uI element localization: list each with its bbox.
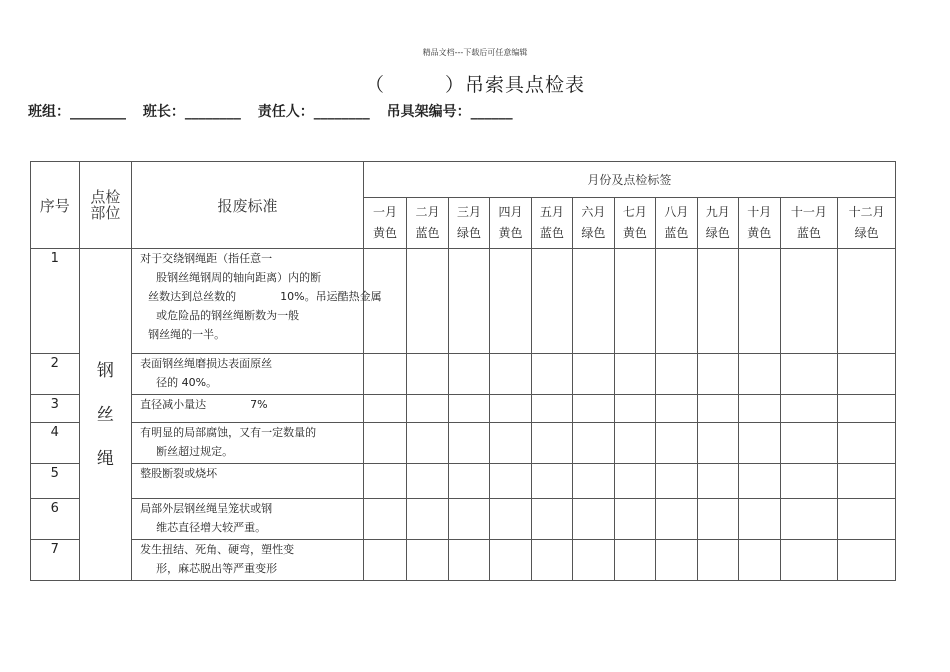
- row-seq: 1: [31, 249, 80, 354]
- month-header: [363, 198, 406, 249]
- check-cell[interactable]: [739, 423, 780, 464]
- header-months-title: 月份及点检标签: [363, 162, 895, 198]
- check-cell[interactable]: [780, 540, 838, 581]
- check-cell[interactable]: [780, 423, 838, 464]
- check-cell[interactable]: [838, 423, 896, 464]
- month-tag-color: 绿色: [456, 226, 481, 240]
- check-cell[interactable]: [739, 354, 780, 395]
- check-cell[interactable]: [531, 423, 572, 464]
- check-cell[interactable]: [573, 249, 614, 354]
- header-location-line2: 部位: [90, 204, 121, 222]
- check-cell[interactable]: [363, 464, 406, 499]
- check-cell[interactable]: [407, 423, 448, 464]
- table-row: [31, 423, 896, 464]
- check-cell[interactable]: [838, 395, 896, 423]
- table-row: [31, 499, 896, 540]
- check-cell[interactable]: [490, 540, 531, 581]
- month-tag-color: 绿色: [705, 226, 730, 240]
- criteria-line: 整股断裂或烧坏: [140, 467, 218, 480]
- header-criteria: 报废标准: [132, 162, 364, 249]
- check-cell[interactable]: [573, 464, 614, 499]
- month-tag-color: 蓝色: [796, 226, 821, 240]
- check-cell[interactable]: [614, 540, 655, 581]
- check-cell[interactable]: [448, 249, 489, 354]
- check-cell[interactable]: [407, 395, 448, 423]
- row-seq: 7: [31, 540, 80, 581]
- check-cell[interactable]: [838, 354, 896, 395]
- month-header: [614, 198, 655, 249]
- check-cell[interactable]: [573, 499, 614, 540]
- check-cell[interactable]: [448, 540, 489, 581]
- check-cell[interactable]: [614, 499, 655, 540]
- location-char: 绳: [96, 448, 114, 469]
- check-cell[interactable]: [780, 395, 838, 423]
- month-name: 十二月: [848, 205, 885, 219]
- table-row: [31, 354, 896, 395]
- month-header: [838, 198, 896, 249]
- criteria-line: 或危险品的钢丝绳断数为一般: [156, 309, 300, 322]
- month-tag-color: 黄色: [622, 226, 647, 240]
- month-name: 六月: [581, 205, 606, 219]
- check-cell[interactable]: [739, 249, 780, 354]
- check-cell[interactable]: [656, 249, 697, 354]
- check-cell[interactable]: [407, 464, 448, 499]
- check-cell[interactable]: [739, 395, 780, 423]
- check-cell[interactable]: [780, 499, 838, 540]
- row-criteria: [132, 464, 364, 499]
- location-char: 钢: [96, 360, 114, 381]
- month-header: [656, 198, 697, 249]
- header-note: 精品文档---下载后可任意编辑: [422, 48, 528, 57]
- check-cell[interactable]: [697, 464, 738, 499]
- check-cell[interactable]: [838, 464, 896, 499]
- check-cell[interactable]: [614, 395, 655, 423]
- check-cell[interactable]: [573, 423, 614, 464]
- check-cell[interactable]: [490, 499, 531, 540]
- criteria-line: 维芯直径增大较严重。: [156, 521, 267, 534]
- check-cell[interactable]: [614, 354, 655, 395]
- check-cell[interactable]: [697, 249, 738, 354]
- month-header: [448, 198, 489, 249]
- check-cell[interactable]: [656, 423, 697, 464]
- check-cell[interactable]: [531, 540, 572, 581]
- check-cell[interactable]: [739, 464, 780, 499]
- check-cell[interactable]: [407, 499, 448, 540]
- check-cell[interactable]: [448, 395, 489, 423]
- row-seq: 6: [31, 499, 80, 540]
- responsible-field: 责任人：________: [257, 104, 370, 120]
- month-tag-color: 蓝色: [539, 226, 564, 240]
- check-cell[interactable]: [531, 395, 572, 423]
- check-cell[interactable]: [697, 499, 738, 540]
- month-tag-color: 蓝色: [415, 226, 440, 240]
- month-tag-color: 黄色: [373, 226, 398, 240]
- check-cell[interactable]: [490, 395, 531, 423]
- row-criteria: [132, 540, 364, 581]
- check-cell[interactable]: [780, 464, 838, 499]
- check-cell[interactable]: [780, 249, 838, 354]
- check-cell[interactable]: [614, 423, 655, 464]
- check-cell[interactable]: [780, 354, 838, 395]
- header-location-line1: 点检: [90, 188, 121, 206]
- month-header: [573, 198, 614, 249]
- check-cell[interactable]: [614, 249, 655, 354]
- header-seq: 序号: [31, 162, 80, 249]
- check-cell[interactable]: [656, 499, 697, 540]
- check-cell[interactable]: [573, 354, 614, 395]
- check-cell[interactable]: [531, 464, 572, 499]
- month-name: 五月: [539, 205, 564, 219]
- check-cell[interactable]: [739, 499, 780, 540]
- table-row: [31, 464, 896, 499]
- check-cell[interactable]: [407, 540, 448, 581]
- check-cell[interactable]: [838, 249, 896, 354]
- month-name: 九月: [705, 205, 730, 219]
- check-cell[interactable]: [573, 540, 614, 581]
- criteria-line: 形，麻芯脱出等严重变形: [156, 562, 278, 575]
- month-name: 三月: [456, 205, 481, 219]
- month-name: 十月: [747, 205, 772, 219]
- check-cell[interactable]: [448, 354, 489, 395]
- check-cell[interactable]: [697, 354, 738, 395]
- check-cell[interactable]: [838, 499, 896, 540]
- month-header: [739, 198, 780, 249]
- check-cell[interactable]: [363, 423, 406, 464]
- check-cell[interactable]: [531, 499, 572, 540]
- month-header: [490, 198, 531, 249]
- row-criteria: [132, 354, 364, 395]
- check-cell[interactable]: [363, 395, 406, 423]
- criteria-line: 丝数达到总丝数的 10%。吊运酷热金属: [148, 290, 382, 303]
- month-tag-color: 绿色: [581, 226, 606, 240]
- check-cell[interactable]: [490, 464, 531, 499]
- check-cell[interactable]: [697, 395, 738, 423]
- check-cell[interactable]: [656, 354, 697, 395]
- row-criteria: [132, 249, 382, 354]
- check-cell[interactable]: [363, 540, 406, 581]
- check-cell[interactable]: [614, 464, 655, 499]
- criteria-line: 断丝超过规定。: [156, 445, 234, 458]
- month-header: [697, 198, 738, 249]
- check-cell[interactable]: [490, 354, 531, 395]
- row-criteria: [132, 499, 364, 540]
- month-name: 一月: [373, 205, 398, 219]
- check-cell[interactable]: [573, 395, 614, 423]
- check-cell[interactable]: [531, 354, 572, 395]
- criteria-line: 径的 40%。: [156, 376, 218, 389]
- check-cell[interactable]: [448, 464, 489, 499]
- check-cell[interactable]: [656, 464, 697, 499]
- month-header: [780, 198, 838, 249]
- check-cell[interactable]: [407, 249, 448, 354]
- check-cell[interactable]: [407, 354, 448, 395]
- month-tag-color: 黄色: [747, 226, 772, 240]
- criteria-line: 钢丝绳的一半。: [148, 328, 226, 341]
- check-cell[interactable]: [656, 540, 697, 581]
- row-seq: 4: [31, 423, 80, 464]
- check-cell[interactable]: [697, 423, 738, 464]
- check-cell[interactable]: [697, 540, 738, 581]
- check-cell[interactable]: [838, 540, 896, 581]
- header-location: [79, 162, 132, 249]
- check-cell[interactable]: [363, 354, 406, 395]
- check-cell[interactable]: [448, 423, 489, 464]
- criteria-line: 发生扭结、死角、硬弯，塑性变: [140, 543, 295, 556]
- page-title: （ ）吊索具点检表: [364, 74, 585, 96]
- month-tag-color: 绿色: [854, 226, 879, 240]
- check-cell[interactable]: [363, 499, 406, 540]
- table-row: [31, 540, 896, 581]
- month-tag-color: 黄色: [498, 226, 523, 240]
- team-field: 班组：________: [28, 104, 126, 120]
- month-header: [531, 198, 572, 249]
- check-cell[interactable]: [490, 423, 531, 464]
- month-name: 十一月: [790, 205, 827, 219]
- location-cell: [79, 249, 132, 581]
- location-char: 丝: [96, 404, 114, 425]
- row-seq: 5: [31, 464, 80, 499]
- criteria-line: 对于交绕钢绳距（指任意一: [140, 252, 273, 265]
- check-cell[interactable]: [490, 249, 531, 354]
- row-criteria: [132, 395, 364, 423]
- month-name: 四月: [498, 205, 523, 219]
- criteria-line: 有明显的局部腐蚀，又有一定数量的: [140, 426, 317, 439]
- criteria-line: 局部外层钢丝绳呈笼状或钢: [140, 502, 273, 515]
- row-seq: 3: [31, 395, 80, 423]
- month-name: 二月: [415, 205, 440, 219]
- check-cell[interactable]: [448, 499, 489, 540]
- rack-number-field: 吊具架编号：______: [386, 104, 513, 120]
- check-cell[interactable]: [656, 395, 697, 423]
- row-seq: 2: [31, 354, 80, 395]
- criteria-line: 股钢丝绳钢周的轴向距离）内的断: [156, 271, 322, 284]
- check-cell[interactable]: [739, 540, 780, 581]
- month-header: [407, 198, 448, 249]
- table-row: [31, 395, 896, 423]
- info-line: [28, 101, 525, 121]
- month-name: 八月: [664, 205, 689, 219]
- criteria-line: 表面钢丝绳磨损达表面原丝: [140, 357, 273, 370]
- check-cell[interactable]: [531, 249, 572, 354]
- leader-field: 班长：________: [142, 104, 241, 120]
- inspection-table: [30, 161, 896, 581]
- criteria-line: 直径减小量达 7%: [140, 398, 268, 411]
- table-row: [31, 249, 896, 354]
- month-name: 七月: [622, 205, 647, 219]
- month-tag-color: 蓝色: [664, 226, 689, 240]
- row-criteria: [132, 423, 364, 464]
